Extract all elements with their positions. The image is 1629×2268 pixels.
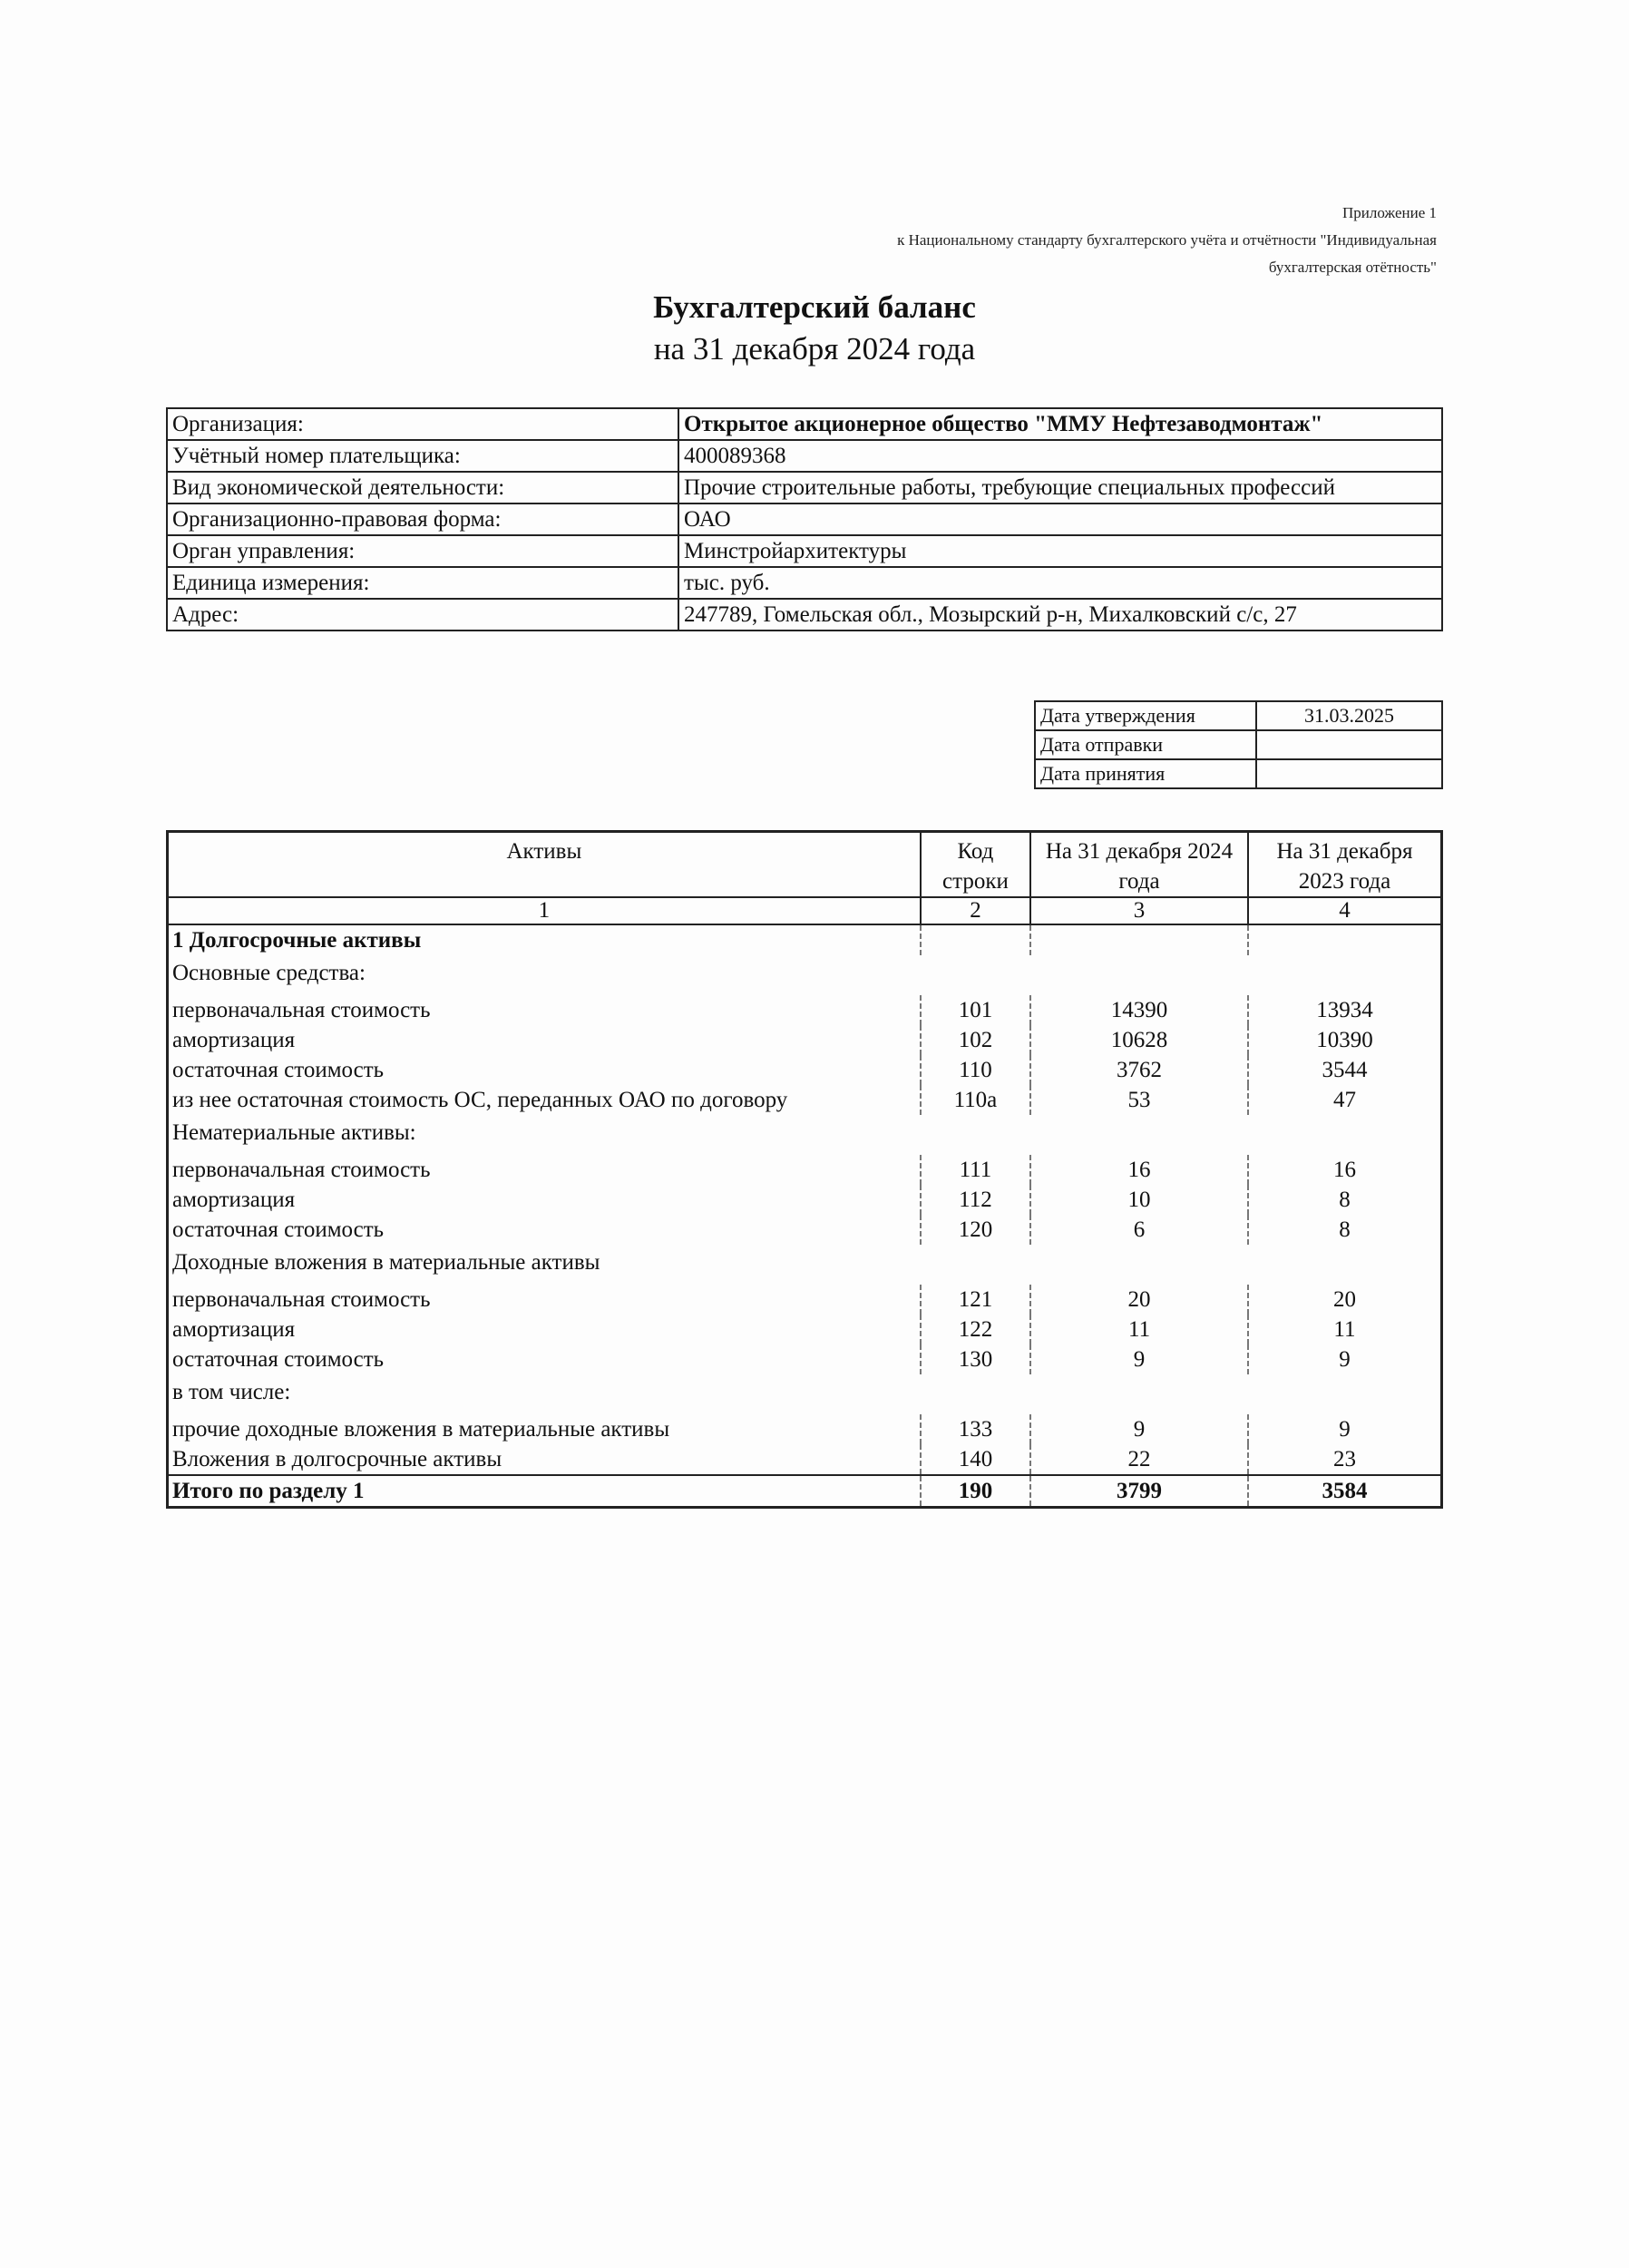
col-number-3: 3 — [1030, 897, 1248, 924]
row-code — [921, 1374, 1030, 1414]
info-row — [167, 440, 1442, 472]
row-label: остаточная стоимость — [172, 1347, 385, 1372]
row-value-2023: 20 — [1248, 1285, 1442, 1315]
row-value-2023: 47 — [1248, 1085, 1442, 1115]
organization-info-table — [166, 407, 1443, 631]
row-code: 111 — [921, 1155, 1030, 1185]
row-value-2024: 16 — [1030, 1155, 1248, 1185]
appendix-line-3: бухгалтерская отётность" — [1268, 259, 1437, 276]
row-label: амортизация — [172, 1028, 296, 1052]
info-label: Организационно-правовая форма: — [167, 503, 678, 535]
row-label: первоначальная стоимость — [172, 1287, 431, 1312]
row-value-2024: 11 — [1030, 1315, 1248, 1344]
row-value-2024: 20 — [1030, 1285, 1248, 1315]
row-value-2024: 3799 — [1030, 1475, 1248, 1508]
header-2024-line-1: На 31 декабря 2024 — [1045, 839, 1234, 864]
row-value-2023: 8 — [1248, 1215, 1442, 1245]
assets-table — [166, 830, 1443, 1509]
section-row — [168, 955, 1442, 995]
row-value-2024: 9 — [1030, 1344, 1248, 1374]
row-value-2024: 10628 — [1030, 1025, 1248, 1055]
header-code — [921, 832, 1030, 898]
header-2023-line-2: 2023 года — [1298, 869, 1391, 894]
row-label: первоначальная стоимость — [172, 1158, 431, 1182]
table-row — [168, 1185, 1442, 1215]
row-value-2024: 10 — [1030, 1185, 1248, 1215]
row-value-2023: 9 — [1248, 1344, 1442, 1374]
info-value: Открытое акционерное общество "ММУ Нефтезаводмонтаж" — [678, 408, 1442, 440]
row-value-2023 — [1248, 1374, 1442, 1414]
col-number-2: 2 — [921, 897, 1030, 924]
table-row — [168, 1025, 1442, 1055]
table-row — [168, 1444, 1442, 1475]
info-label: Орган управления: — [167, 535, 678, 567]
row-label: Итого по разделу 1 — [168, 1475, 921, 1508]
table-row — [168, 1215, 1442, 1245]
date-label: Дата принятия — [1035, 759, 1256, 788]
section-row — [168, 1245, 1442, 1285]
row-value-2023: 3544 — [1248, 1055, 1442, 1085]
date-row — [1035, 730, 1442, 759]
row-label: остаточная стоимость — [172, 1217, 385, 1242]
row-value-2023: 3584 — [1248, 1475, 1442, 1508]
row-code: 122 — [921, 1315, 1030, 1344]
info-label: Адрес: — [167, 599, 678, 631]
info-row — [167, 535, 1442, 567]
date-row — [1035, 701, 1442, 730]
table-row — [168, 1344, 1442, 1374]
row-label: первоначальная стоимость — [172, 998, 431, 1022]
header-code-line-2: строки — [942, 869, 1009, 894]
row-label: Доходные вложения в материальные активы — [172, 1250, 600, 1275]
info-label: Единица измерения: — [167, 567, 678, 599]
row-label: прочие доходные вложения в материальные активы — [172, 1417, 670, 1442]
row-code: 140 — [921, 1444, 1030, 1475]
row-label: в том числе: — [172, 1380, 291, 1404]
row-value-2023: 8 — [1248, 1185, 1442, 1215]
table-row — [168, 1285, 1442, 1315]
section-row — [168, 1115, 1442, 1155]
date-value — [1256, 730, 1442, 759]
table-row — [168, 995, 1442, 1025]
appendix-line-1: Приложение 1 — [1342, 204, 1437, 221]
info-value: Минстройархитектуры — [678, 535, 1442, 567]
appendix-line-2: к Национальному стандарту бухгалтерского учёта и отчётности "Индивидуальная — [897, 231, 1437, 249]
row-label: остаточная стоимость — [172, 1058, 385, 1082]
info-value: 400089368 — [678, 440, 1442, 472]
row-code — [921, 1245, 1030, 1285]
column-numbers-row — [168, 897, 1442, 924]
header-assets: Активы — [168, 832, 921, 898]
table-row — [168, 1414, 1442, 1444]
date-row — [1035, 759, 1442, 788]
table-row — [168, 1055, 1442, 1085]
row-label: Нематериальные активы: — [172, 1120, 416, 1145]
row-value-2024: 22 — [1030, 1444, 1248, 1475]
title-main: Бухгалтерский баланс — [653, 289, 976, 325]
row-value-2024 — [1030, 1115, 1248, 1155]
row-value-2023: 16 — [1248, 1155, 1442, 1185]
row-code: 110 — [921, 1055, 1030, 1085]
row-code: 110а — [921, 1085, 1030, 1115]
row-value-2024: 3762 — [1030, 1055, 1248, 1085]
row-label: амортизация — [172, 1317, 296, 1342]
row-value-2023: 13934 — [1248, 995, 1442, 1025]
row-value-2023: 9 — [1248, 1414, 1442, 1444]
row-code: 102 — [921, 1025, 1030, 1055]
date-value — [1256, 759, 1442, 788]
row-code — [921, 1115, 1030, 1155]
row-value-2024: 53 — [1030, 1085, 1248, 1115]
row-label: 1 Долгосрочные активы — [172, 928, 422, 953]
row-value-2023: 23 — [1248, 1444, 1442, 1475]
row-code: 121 — [921, 1285, 1030, 1315]
info-row — [167, 567, 1442, 599]
row-value-2023: 10390 — [1248, 1025, 1442, 1055]
header-2023-line-1: На 31 декабря — [1276, 839, 1413, 864]
row-value-2024 — [1030, 1374, 1248, 1414]
row-label: Вложения в долгосрочные активы — [172, 1447, 502, 1471]
row-label: из нее остаточная стоимость ОС, переданных ОАО по договору — [172, 1088, 788, 1112]
date-value: 31.03.2025 — [1256, 701, 1442, 730]
row-code: 120 — [921, 1215, 1030, 1245]
info-label: Учётный номер плательщика: — [167, 440, 678, 472]
dates-table — [1034, 700, 1443, 789]
row-value-2024 — [1030, 1245, 1248, 1285]
row-code — [921, 924, 1030, 955]
table-row — [168, 1155, 1442, 1185]
date-label: Дата утверждения — [1035, 701, 1256, 730]
table-row — [168, 1085, 1442, 1115]
info-label: Вид экономической деятельности: — [167, 472, 678, 503]
info-row — [167, 503, 1442, 535]
row-value-2024 — [1030, 924, 1248, 955]
row-value-2024: 9 — [1030, 1414, 1248, 1444]
info-value: Прочие строительные работы, требующие специальных профессий — [678, 472, 1442, 503]
row-value-2023: 11 — [1248, 1315, 1442, 1344]
row-code: 112 — [921, 1185, 1030, 1215]
info-row — [167, 408, 1442, 440]
row-value-2024 — [1030, 955, 1248, 995]
row-value-2024: 6 — [1030, 1215, 1248, 1245]
header-code-line-1: Код — [957, 839, 994, 864]
total-row — [168, 1475, 1442, 1508]
info-value: тыс. руб. — [678, 567, 1442, 599]
row-value-2023 — [1248, 924, 1442, 955]
row-label: амортизация — [172, 1188, 296, 1212]
col-number-4: 4 — [1248, 897, 1442, 924]
info-value: 247789, Гомельская обл., Мозырский р-н, Михалковский с/с, 27 — [678, 599, 1442, 631]
title-sub: на 31 декабря 2024 года — [653, 331, 976, 367]
date-label: Дата отправки — [1035, 730, 1256, 759]
header-2023 — [1248, 832, 1442, 898]
appendix-note — [620, 200, 1437, 281]
row-code: 190 — [921, 1475, 1030, 1508]
section-row — [168, 1374, 1442, 1414]
row-code: 130 — [921, 1344, 1030, 1374]
row-value-2023 — [1248, 1115, 1442, 1155]
document-title — [0, 287, 1629, 370]
header-2024-line-2: года — [1118, 869, 1160, 894]
col-number-1: 1 — [168, 897, 921, 924]
info-row — [167, 599, 1442, 631]
table-header-row — [168, 832, 1442, 898]
info-row — [167, 472, 1442, 503]
row-code: 101 — [921, 995, 1030, 1025]
row-code — [921, 955, 1030, 995]
header-2024 — [1030, 832, 1248, 898]
info-value: ОАО — [678, 503, 1442, 535]
row-code: 133 — [921, 1414, 1030, 1444]
table-row — [168, 1315, 1442, 1344]
row-value-2023 — [1248, 955, 1442, 995]
row-value-2024: 14390 — [1030, 995, 1248, 1025]
row-label: Основные средства: — [172, 961, 366, 985]
section-row — [168, 924, 1442, 955]
info-label: Организация: — [167, 408, 678, 440]
row-value-2023 — [1248, 1245, 1442, 1285]
